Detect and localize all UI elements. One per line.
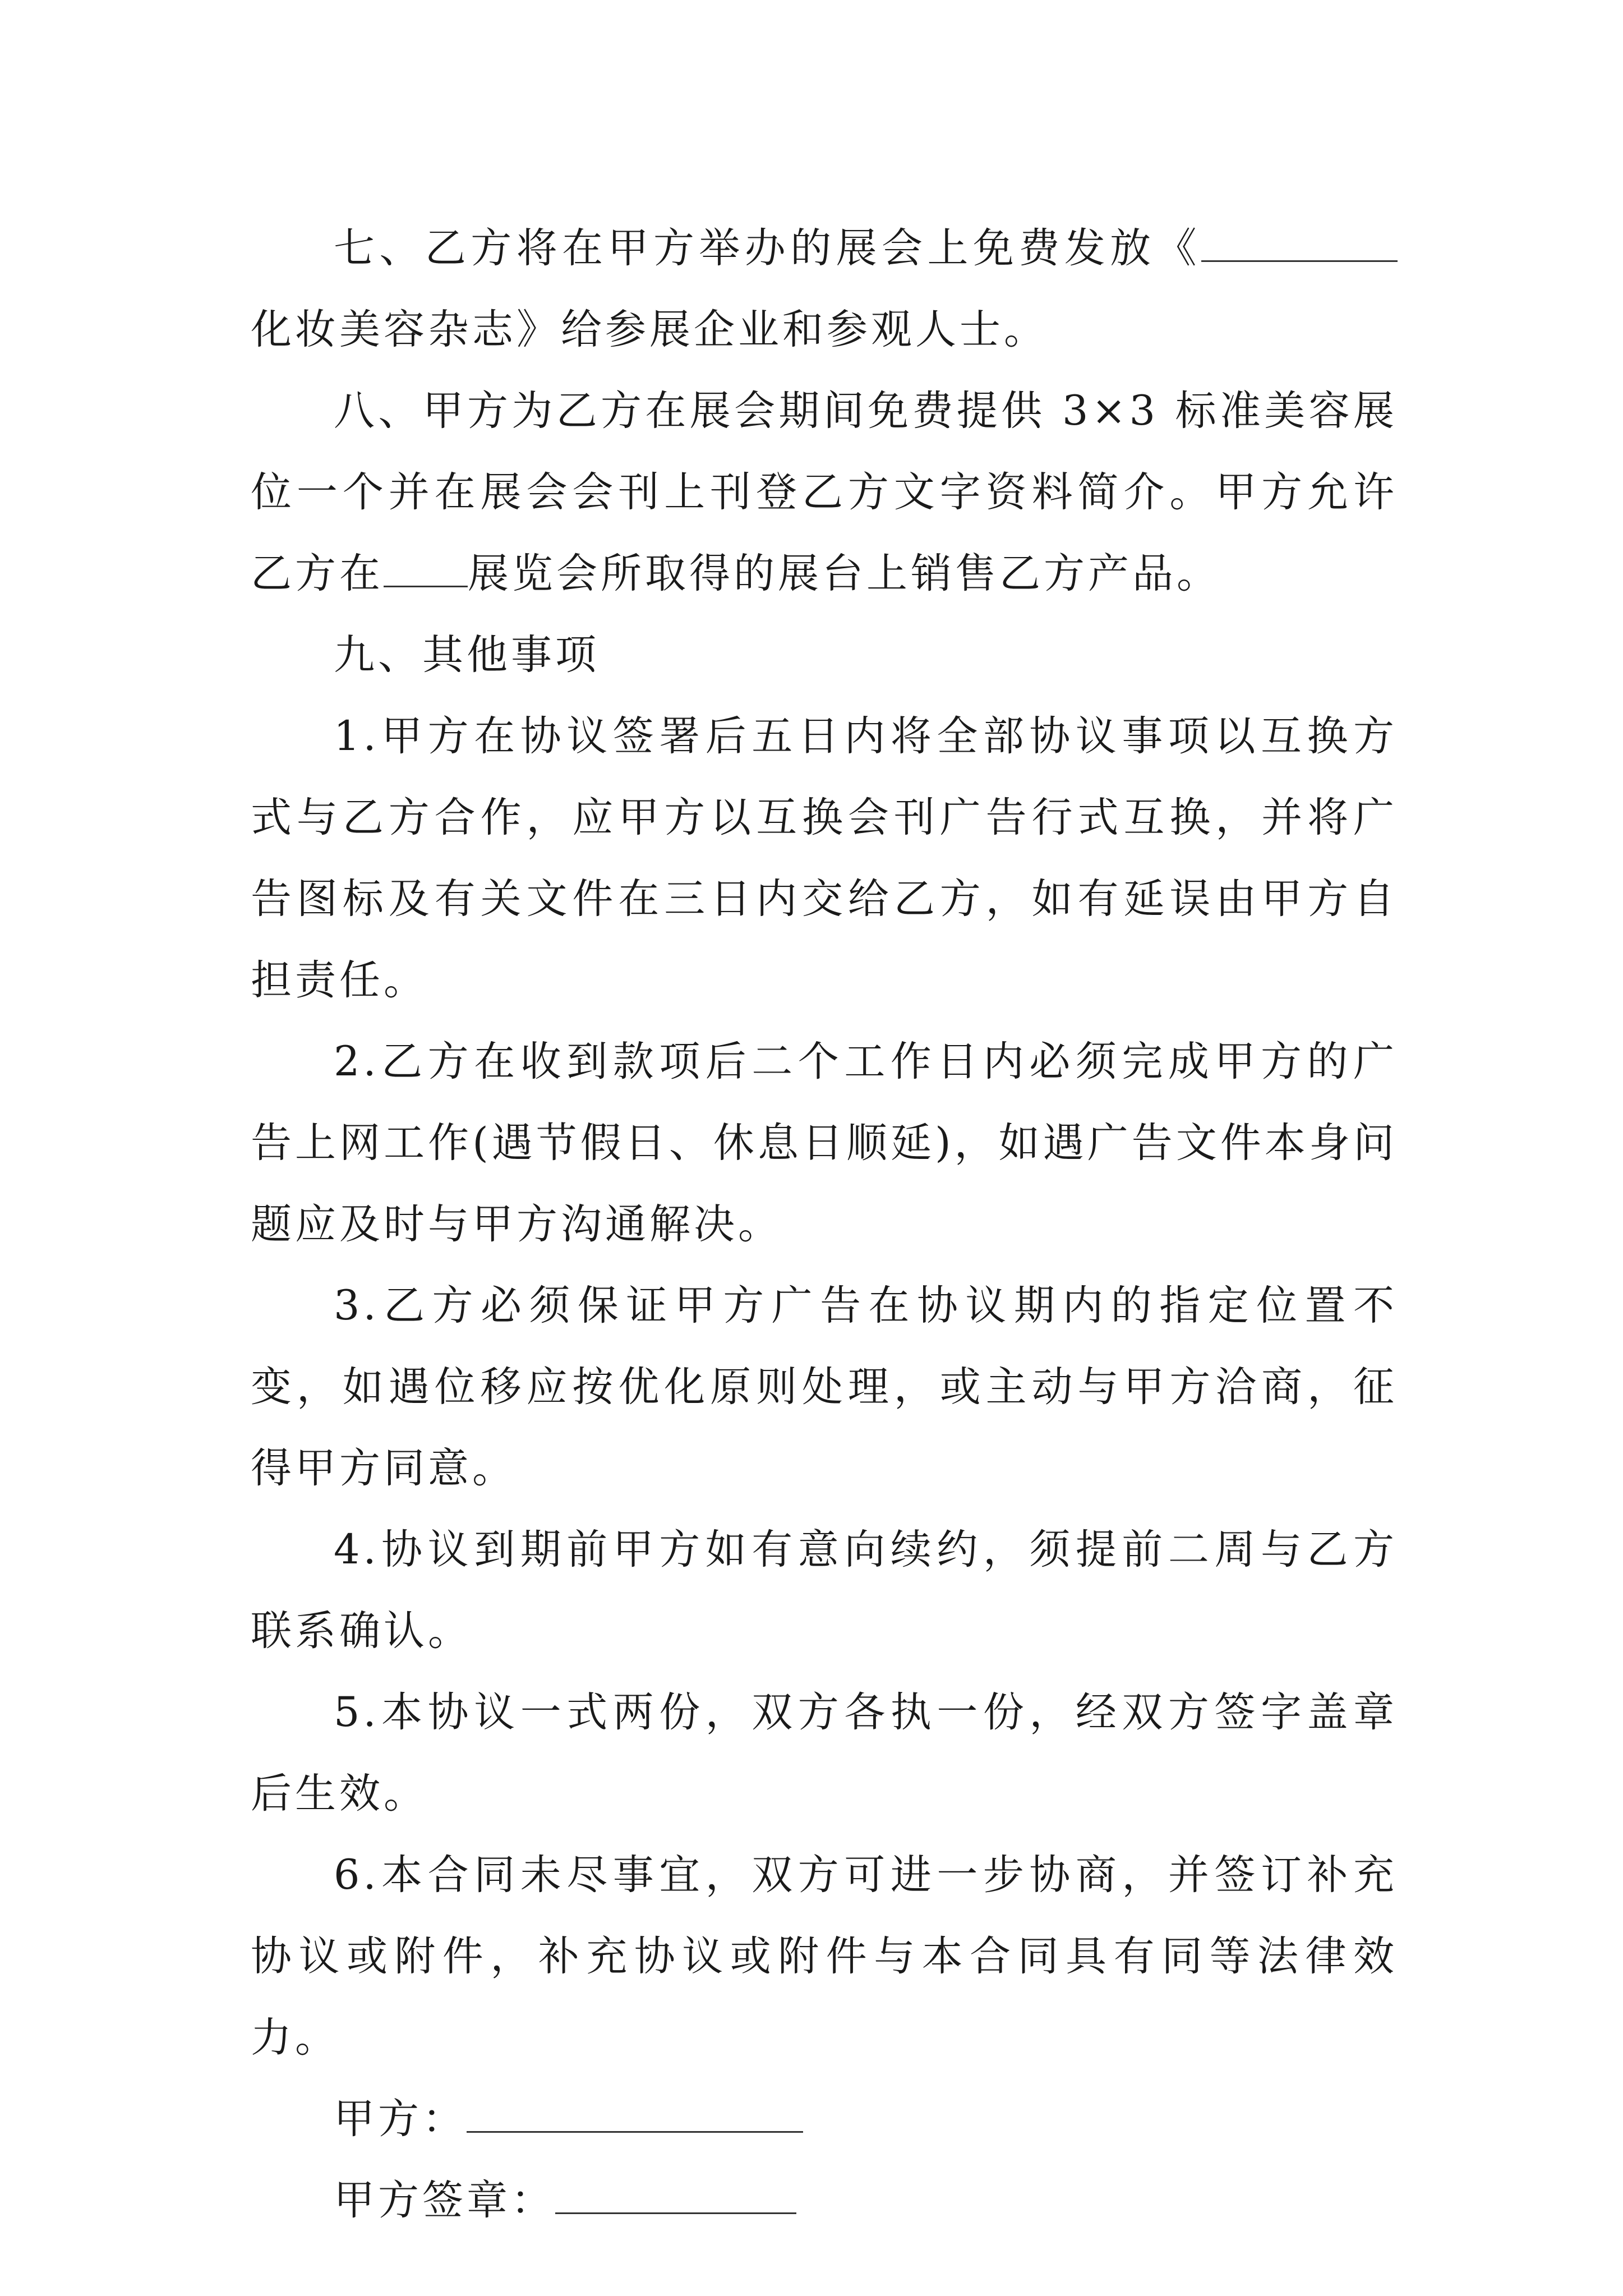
clause-9-item-4: 4.协议到期前甲方如有意向续约，须提前二周与乙方联系确认。 — [251, 1526, 1398, 1655]
clause-7 — [251, 208, 1398, 370]
magazine-name-blank — [1201, 223, 1398, 262]
clause-9-item-3: 3.乙方必须保证甲方广告在协议期内的指定位置不变，如遇位移应按优化原则处理，或主动与甲方洽商，征得甲方同意。 — [251, 1282, 1398, 1492]
party-a-seal-blank — [555, 2175, 796, 2214]
party-a-line — [251, 2078, 1398, 2160]
clause-9-item-5: 5.本协议一式两份，双方各执一份，经双方签字盖章后生效。 — [251, 1688, 1398, 1818]
clause-8 — [251, 370, 1398, 614]
clause-7-text-a: 七、乙方将在甲方举办的展会上免费发放《 — [334, 224, 1201, 272]
clause-9-item-1: 1.甲方在协议签署后五日内将全部协议事项以互换方式与乙方合作，应甲方以互换会刊广告行式互换，并将广告图标及有关文件在三日内交给乙方，如有延误由甲方自担责任。 — [251, 712, 1398, 1004]
party-a-seal-label: 甲方签章： — [334, 2177, 555, 2224]
clause-8-text-b: 展览会所取得的展台上销售乙方产品。 — [468, 550, 1221, 597]
clause-7-text-b: 化妆美容杂志》给参展企业和参观人士。 — [251, 306, 1048, 353]
clause-9-item-6: 6.本合同未尽事宜，双方可进一步协商，并签订补充协议或附件，补充协议或附件与本合同具有同等法律效力。 — [251, 1851, 1398, 2062]
exhibition-name-blank — [384, 549, 468, 587]
party-a-label: 甲方： — [334, 2095, 467, 2143]
clause-9-item-2: 2.乙方在收到款项后二个工作日内必须完成甲方的广告上网工作(遇节假日、休息日顺延)，如遇广告文件本身问题应及时与甲方沟通解决。 — [251, 1038, 1398, 1248]
party-a-blank — [467, 2094, 803, 2133]
contract-body — [251, 208, 1398, 2241]
party-a-seal-line — [251, 2160, 1398, 2241]
clause-8-text-a: 八、甲方为乙方在展会期间免费提供 3×3 标准美容展位一个并在展会会刊上刊登乙方文字资料简介。甲方允许乙方在 — [251, 387, 1398, 597]
clause-9-heading: 九、其他事项 — [334, 631, 600, 679]
